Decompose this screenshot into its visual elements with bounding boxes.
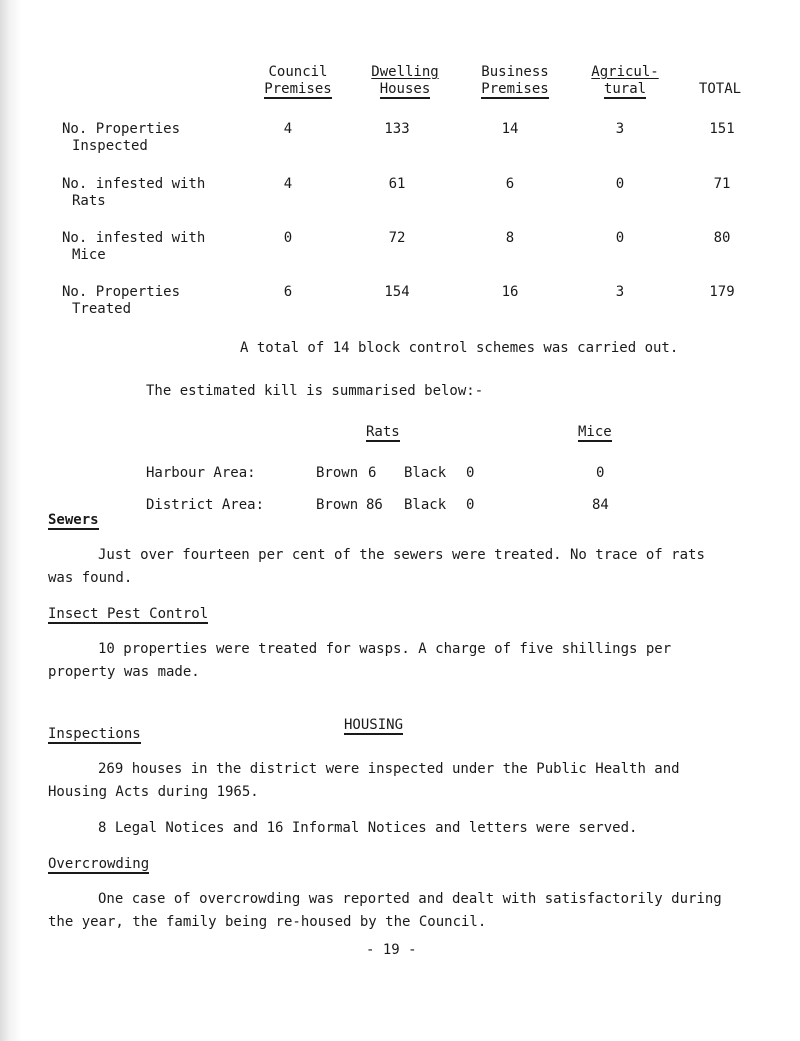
kill-black-value: 0 [466,497,475,513]
cell-value: 4 [283,121,293,137]
inspections-heading: Inspections [48,726,141,742]
col-header-dwelling: Dwelling Houses [371,64,439,97]
kill-header-mice: Mice [578,424,612,440]
cell-value: 80 [713,230,731,246]
col-header-council: Council Premises [264,64,332,97]
row-label-infested-rats: No. infested with Rats [62,176,206,209]
kill-mice-value: 0 [596,465,605,481]
cell-value: 3 [615,284,625,300]
kill-brown-label: Brown [316,497,359,513]
kill-mice-value: 84 [592,497,609,513]
cell-value: 61 [388,176,406,192]
cell-value: 0 [615,230,625,246]
housing-heading: HOUSING [344,717,404,733]
row-label-properties-treated: No. Properties Treated [62,284,181,317]
inspections-text-line2: Housing Acts during 1965. [48,784,259,800]
cell-value: 133 [384,121,410,137]
kill-brown-value: 86 [366,497,383,513]
row-label-properties-inspected: No. Properties Inspected [62,121,181,154]
sewers-text-line1: Just over fourteen per cent of the sewers were treated. No trace of rats [98,547,705,563]
cell-value: 3 [615,121,625,137]
cell-value: 0 [283,230,293,246]
cell-value: 72 [388,230,406,246]
overcrowding-text-line1: One case of overcrowding was reported and dealt with satisfactorily during [98,891,722,907]
cell-value: 16 [501,284,519,300]
cell-value: 154 [384,284,410,300]
cell-value: 0 [615,176,625,192]
col-header-agricultural: Agricul- tural [591,64,659,97]
kill-black-label: Black [404,497,447,513]
overcrowding-text-line2: the year, the family being re-housed by the Council. [48,914,487,930]
block-control-text: A total of 14 block control schemes was carried out. [240,340,679,356]
sewers-text-line2: was found. [48,570,133,586]
col-header-total: TOTAL [698,81,742,97]
cell-value: 71 [713,176,731,192]
insect-text-line2: property was made. [48,664,200,680]
kill-black-value: 0 [466,465,475,481]
cell-value: 8 [505,230,515,246]
kill-header-rats: Rats [366,424,400,440]
col-header-business: Business Premises [481,64,549,97]
kill-intro-text: The estimated kill is summarised below:- [146,383,484,399]
kill-area-harbour: Harbour Area: [146,465,256,481]
inspections-text-line3: 8 Legal Notices and 16 Informal Notices and letters were served. [98,820,638,836]
insect-text-line1: 10 properties were treated for wasps. A charge of five shillings per [98,641,672,657]
kill-brown-label: Brown [316,465,359,481]
cell-value: 179 [709,284,735,300]
kill-brown-value: 6 [368,465,377,481]
row-label-infested-mice: No. infested with Mice [62,230,206,263]
sewers-heading: Sewers [48,512,99,528]
cell-value: 151 [709,121,735,137]
cell-value: 6 [283,284,293,300]
cell-value: 6 [505,176,515,192]
insect-heading: Insect Pest Control [48,606,209,622]
inspections-text-line1: 269 houses in the district were inspected under the Public Health and [98,761,680,777]
cell-value: 14 [501,121,519,137]
kill-area-district: District Area: [146,497,265,513]
page-number: - 19 - [366,942,417,958]
cell-value: 4 [283,176,293,192]
kill-black-label: Black [404,465,447,481]
overcrowding-heading: Overcrowding [48,856,150,872]
